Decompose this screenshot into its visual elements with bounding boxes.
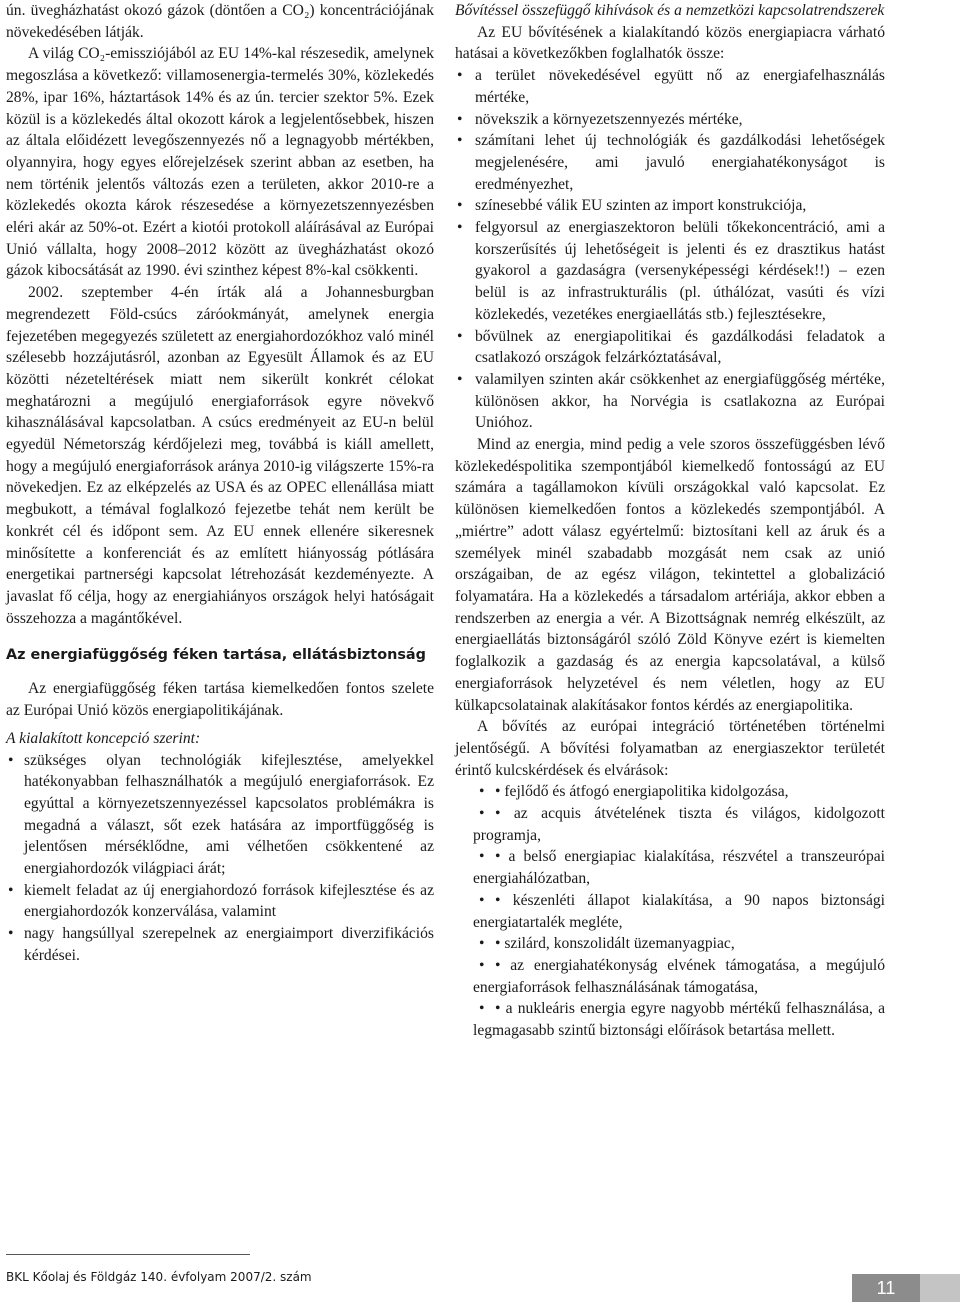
concept-list <box>6 750 434 967</box>
journal-footer: BKL Kőolaj és Földgáz 140. évfolyam 2007/2. szám <box>6 1270 312 1284</box>
list-item: • nagy hangsúllyal szerepelnek az energiaimport diverzifikációs kérdései. <box>6 923 434 966</box>
list-item: • számítani lehet új technológiák és gazdálkodási lehetőségek megjelenésére, ami javuló energiahatékonyságot is eredményezhet, <box>455 130 885 195</box>
section-subtitle: Bővítéssel összefüggő kihívások és a nemzetközi kapcsolatrendszerek <box>455 2 885 19</box>
footer-rule <box>6 1254 250 1255</box>
section-heading: Az energiafüggőség féken tartása, ellátásbiztonság <box>6 647 426 664</box>
list-item: • növekszik a környezetszennyezés mértéke, <box>455 109 885 131</box>
list-item: • • szilárd, konszolidált üzemanyagpiac, <box>455 933 885 955</box>
key-issues-list <box>455 781 885 1041</box>
paragraph: Az EU bővítésének a kialakítandó közös energiapiacra várható hatásai a következőkben foglalhatók össze: <box>455 23 885 63</box>
list-item: • felgyorsul az energiaszektoron belüli tőkekoncentráció, ami a korszerűsítés új lehetőségeit is jelenti és ez drasztikus hatást gyakorol a gazdaságra (versenyképességi kérdések!!) – ezen belül is az infrastrukturális (pl. úthálózat, vasúti és vízi közlekedés, vezetékes energiaellátás stb.) fejlesztésekre, <box>455 217 885 326</box>
list-item: • bővülnek az energiapolitikai és gazdálkodási feladatok a csatlakozó országok felzárkóztatásával, <box>455 326 885 369</box>
list-item: • • a belső energiapiac kialakítása, részvétel a transzeurópai energiahálózatban, <box>455 846 885 889</box>
list-item: • szükséges olyan technológiák kifejlesztése, amelyekkel hatékonyabban felhasználhatók a megújuló energiaforrások. Ez egyúttal a környezetszennyezéssel kapcsolatos problémákra is megadná a választ, sőt ezek hatására az importfüggőség is jelentősen mérséklődne, ami vélhetően csökkentené az energiahordozók világpiaci árát; <box>6 750 434 880</box>
list-item: • • a nukleáris energia egyre nagyobb mértékű felhasználása, a legmagasabb szintű biztonsági előírások betartása mellett. <box>455 998 885 1041</box>
list-item: • • fejlődő és átfogó energiapolitika kidolgozása, <box>455 781 885 803</box>
paragraph: Mind az energia, mind pedig a vele szoros összefüggésben lévő közlekedéspolitika szempontjából kiemelkedő fontosságú az EU számára a tagállamokon kívüli országokkal való kapcsolat. Ez különösen kiemelkedően fontos a közlekedés szempontjából. A „miértre” adott válasz egyértelmű: biztosítani kell az áruk és a személyek minél szabadabb mozgását nem csak az unió országaiban, de az egész világon, tekintettel a globalizáció folyamatára. Ha a közlekedés a társadalom artériája, akkor ebben a rendszerben az energia a vér. A Bizottságnak nemrég elkészült, az energiaellátás biztonságáról szóló Zöld Könyve ezért is kiemelten foglalkozik a gazdaság és az energia kapcsolatával, a külső energiaforrások helyzetével és nem véletlen, hogy az EU külkapcsolatainak alakításakor fontos kérdés az energiapolitika. <box>455 436 885 714</box>
right-column <box>455 0 885 1042</box>
list-item: • • az energiahatékonyság elvének támogatása, a megújuló energiaforrások felhasználásának támogatása, <box>455 955 885 998</box>
paragraph: A bővítés az európai integráció történetében történelmi jelentőségű. A bővítési folyamatban az energiaszektor területét érintő kulcskérdések és elvárások: <box>455 718 885 779</box>
enlargement-effects-list <box>455 65 885 434</box>
list-item: • színesebbé válik EU szinten az import konstrukciója, <box>455 195 885 217</box>
paragraph: A világ CO₂-emissziójából az EU 14%-kal részesedik, amelynek megoszlása a következő: villamosenergia-termelés 30%, közlekedés 28%, ipar 16%, háztartások 14% és az ún. tercier szektor 5%. Ezek közül is a közlekedés által okozott károk a legjelentősebbek, hiszen az általa előidézett levegőszennyezés nő a legnagyobb mértékben, olyannyira, hogy egyes előrejelzések szerint abban az esetben, ha nem történik jelentős változás ezen a területen, akkor 2010-re a közlekedés okozta károk részesedése a környezetszennyezésben eléri akár az 50%-ot. Ezért a kiotói protokoll aláírásával az Európai Unió vállalta, hogy 2008–2012 között az üvegházhatást okozó gázok kibocsátását az 1990. évi szinthez képest 8%-kal csökkenti. <box>6 45 434 280</box>
page-number: 11 <box>852 1274 920 1302</box>
page-tab-decoration <box>920 1274 960 1302</box>
list-item: • valamilyen szinten akár csökkenhet az energiafüggőség mértéke, különösen akkor, ha Norvégia is csatlakozna az Európai Unióhoz. <box>455 369 885 434</box>
concept-label: A kialakított koncepció szerint: <box>6 729 201 747</box>
paragraph: Az energiafüggőség féken tartása kiemelkedően fontos szelete az Európai Unió közös energiapolitikájának. <box>6 680 434 720</box>
list-item: • kiemelt feladat az új energiahordozó források kifejlesztése és az energiahordozók konzerválása, valamint <box>6 880 434 923</box>
list-item: • • készenléti állapot kialakítása, a 90 napos biztonsági energiatartalék megléte, <box>455 890 885 933</box>
list-item: • a terület növekedésével együtt nő az energiafelhasználás mértéke, <box>455 65 885 108</box>
paragraph: ún. üvegházhatást okozó gázok (döntően a CO₂) koncentrációjának növekedésében látják. <box>6 2 434 41</box>
list-item: • • az acquis átvételének tiszta és világos, kidolgozott programja, <box>455 803 885 846</box>
paragraph: 2002. szeptember 4-én írták alá a Johannesburgban megrendezett Föld-csúcs záróokmányát, amelynek energia fejezetében megegyezés született az energiahordozókhoz való minél szélesebb hozzájutásról, azonban az Egyesült Államok és az EU közötti nézeteltérések miatt nem sikerült konkrét célokat meghatározni a megújuló energiaforrások egyre növekvő kihasználásával kapcsolatban. A csúcs eredményeit az EU-n belül egyedül Németország kérdőjelezi meg, továbbá is kiáll amellett, hogy a megújuló energiaforrások aránya 2010-ig világszerte 15%-ra növekedjen. Ez az elképzelés az USA és az OPEC ellenállása miatt megbukott, a témával foglalkozó fejezetbe tehát nem került be konkrét cél és időpont sem. Az EU ennek ellenére sikeresnek minősítette a konferenciát és az említett hiányosság pótlására energetikai partnerségi kapcsolat létrehozását kezdeményezte. A javaslat fő célja, hogy az energiahiányos országok helyi hatóságait összehozza a magántőkével. <box>6 284 434 627</box>
left-column <box>6 0 434 967</box>
